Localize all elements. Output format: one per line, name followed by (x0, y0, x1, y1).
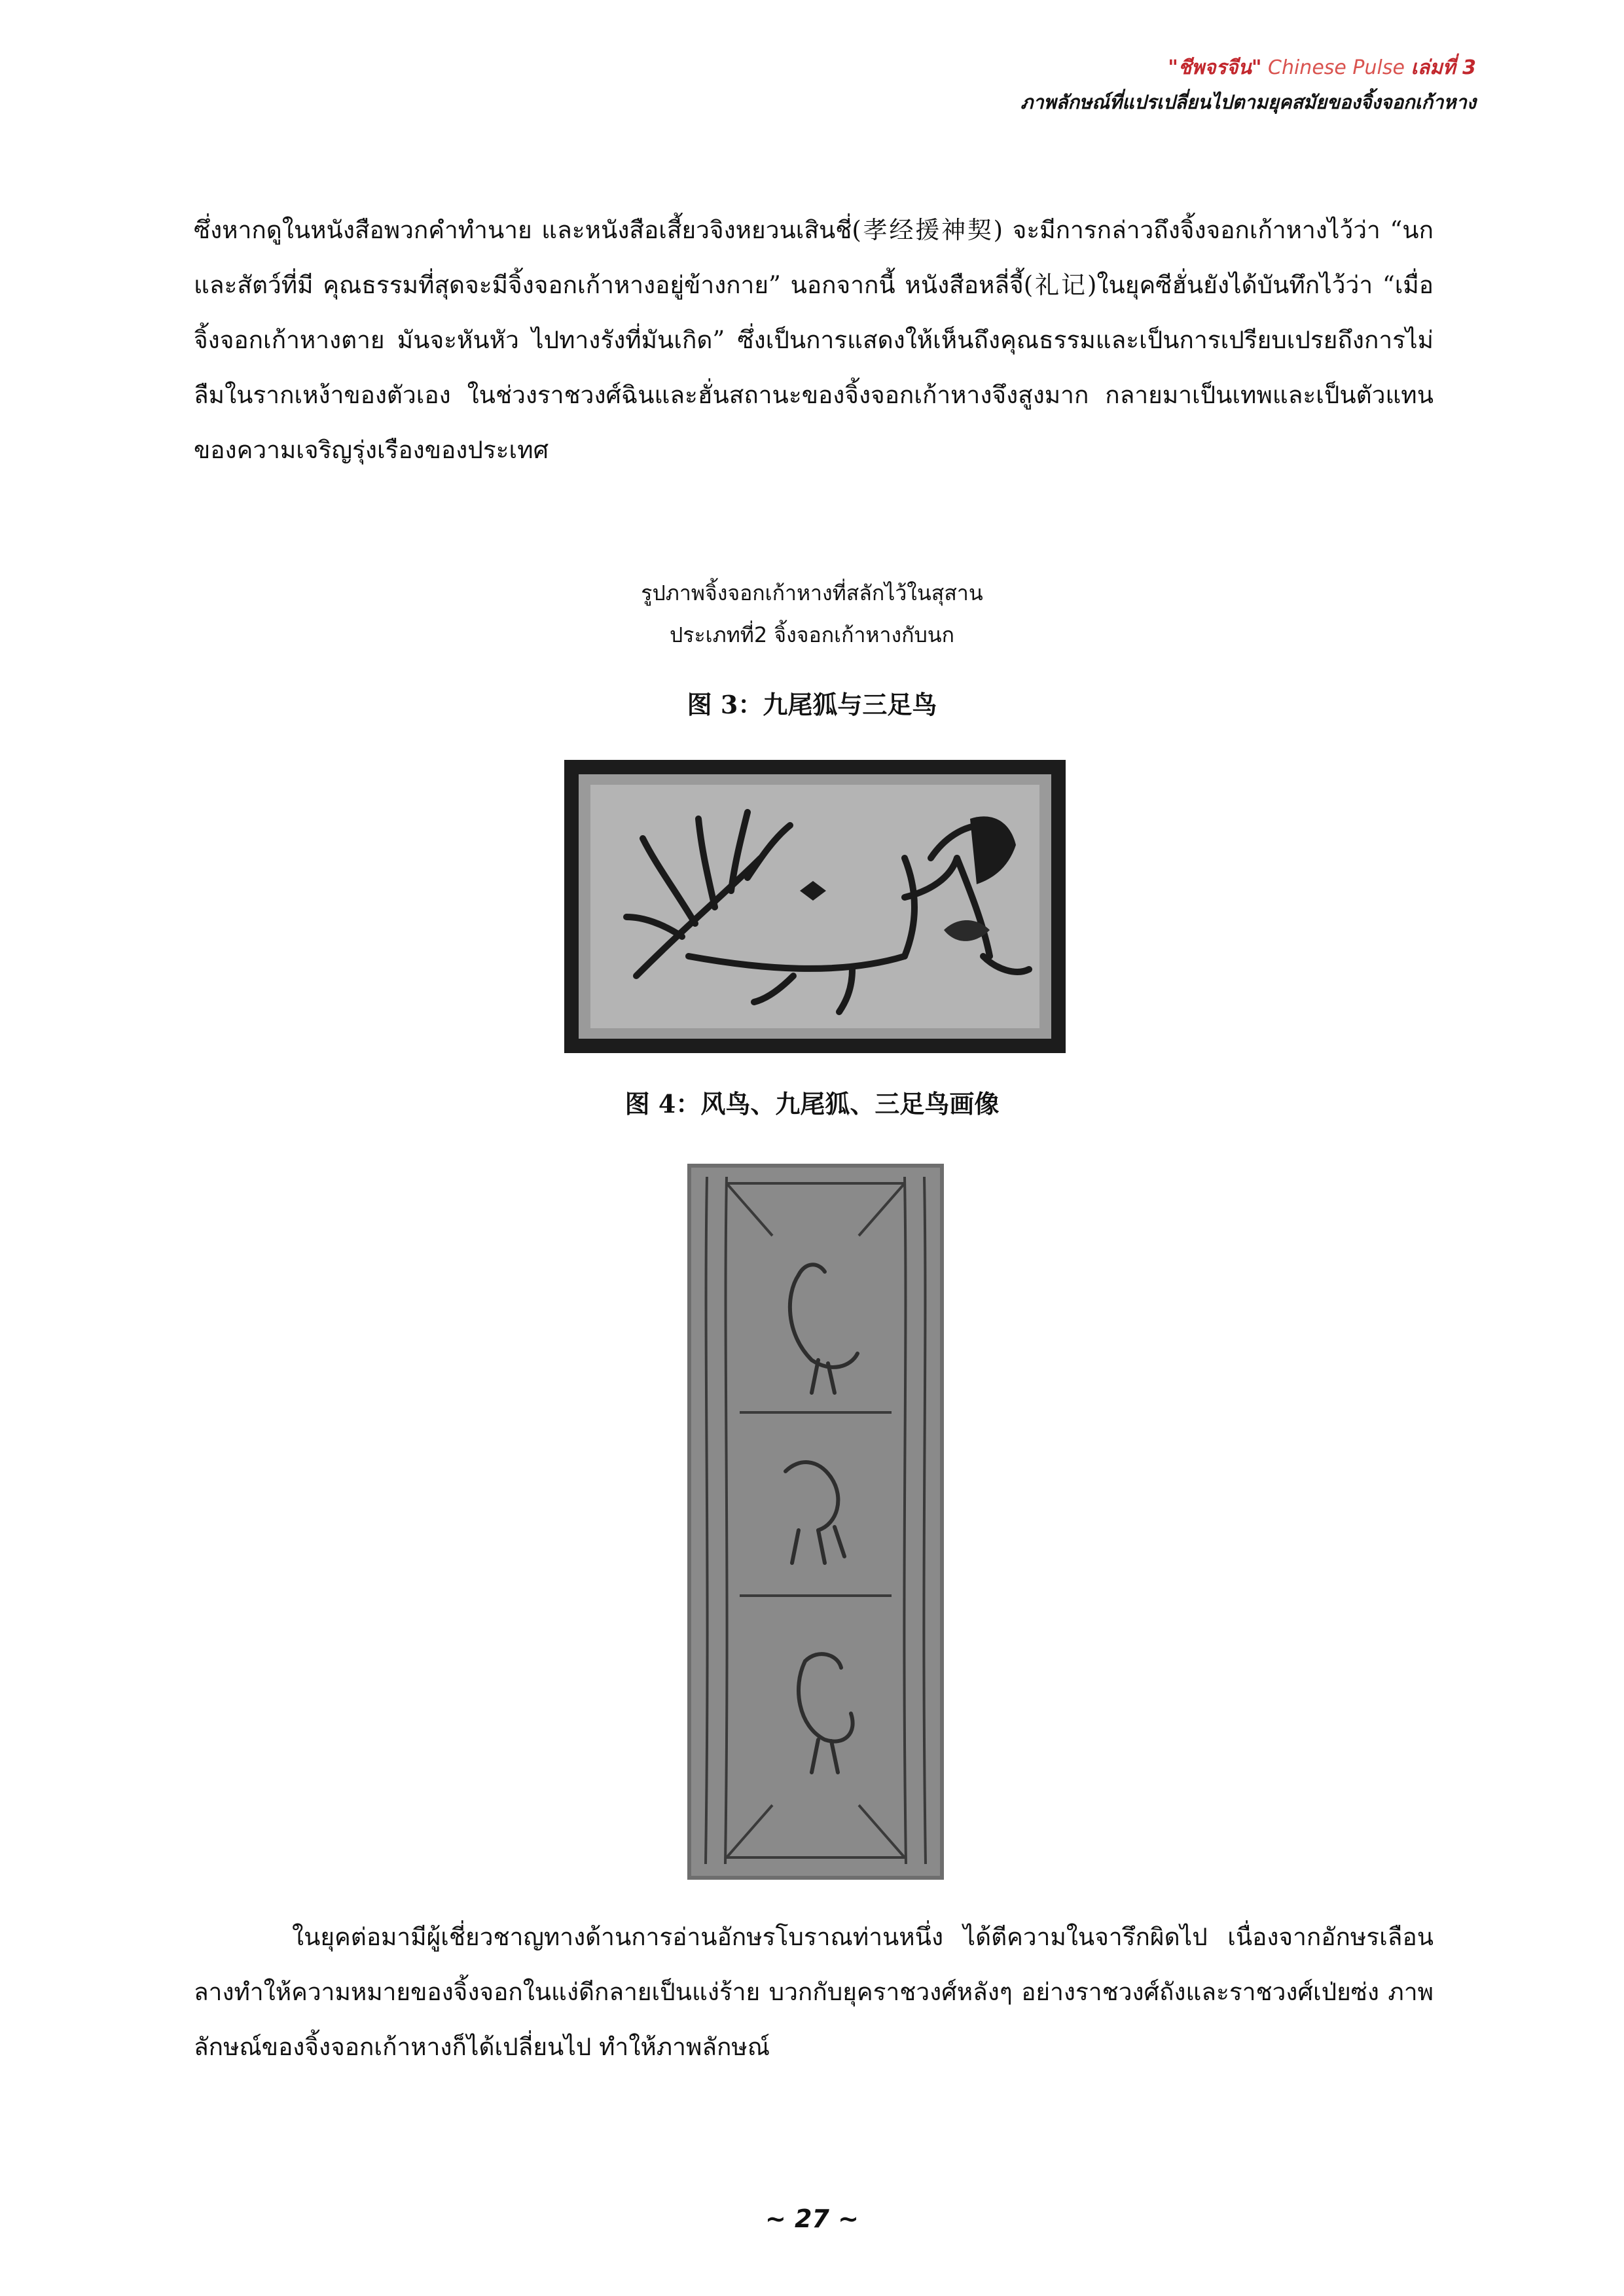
caption-line-1: รูปภาพจิ้งจอกเก้าหางที่สลักไว้ในสุสาน (641, 581, 983, 605)
paragraph-2: ในยุคต่อมามีผู้เชี่ยวชาญทางด้านการอ่านอักษรโบราณท่านหนึ่ง ได้ตีความในจารึกผิดไป เนื่องจากอักษรเลือนลางทำให้ความหมายของจิ้งจอกในแง่ดีกลายเป็นแง่ร้าย บวกกับยุคราชวงศ์หลังๆ อย่างราชวงศ์ถังและราชวงศ์เป่ยซ่ง ภาพลักษณ์ของจิ้งจอกเก้าหางก็ได้เปลี่ยนไป ทำให้ภาพลักษณ์ (194, 1923, 1434, 2061)
figure-3-title: 图 3：九尾狐与三足鸟 (687, 690, 937, 719)
header-subtitle: ภาพลักษณ์ที่แปรเปลี่ยนไปตามยุคสมัยของจิ้งจอกเก้าหาง (1020, 91, 1476, 113)
running-header (1020, 51, 1476, 119)
header-series-english: Chinese Pulse (1268, 56, 1405, 79)
figure-4-title: 图 4：风鸟、九尾狐、三足鸟画像 (624, 1089, 1000, 1119)
header-series (1020, 51, 1476, 85)
figure-3-rubbing-image (564, 760, 1066, 1053)
caption-line-2: ประเภทที่2 จิ้งจอกเก้าหางกับนก (669, 622, 955, 647)
header-volume: เล่มที่ 3 (1411, 56, 1476, 79)
paragraph-1: ซึ่งหากดูในหนังสือพวกคำทำนาย และหนังสือเสี้ยวจิงหยวนเสินชี่(孝经援神契) จะมีการกล่าวถึงจิ้งจอกเก้าหางไว้ว่า “นกและสัตว์ที่มี คุณธรรมที่สุดจะมีจิ้งจอกเก้าหางอยู่ข้างกาย” นอกจากนี้ หนังสือหลี่จี้(礼记)ในยุคซีฮั่นยังได้บันทึกไว้ว่า “เมื่อจิ้งจอกเก้าหางตาย มันจะหันหัว ไปทางรังที่มันเกิด” ซึ่งเป็นการแสดงให้เห็นถึงคุณธรรมและเป็นการเปรียบเปรยถึงการไม่ลืมในรากเหง้าของตัวเอง ในช่วงราชวงศ์ฉินและฮั่นสถานะของจิ้งจอกเก้าหางจึงสูงมาก กลายมาเป็นเทพและเป็นตัวแทนของความเจริญรุ่งเรืองของประเทศ (194, 216, 1434, 464)
page-number: ~ 27 ~ (765, 2204, 859, 2233)
header-series-thai: "ชีพจรจีน" (1168, 56, 1262, 79)
figure-4-stone-relief-image (687, 1164, 944, 1880)
